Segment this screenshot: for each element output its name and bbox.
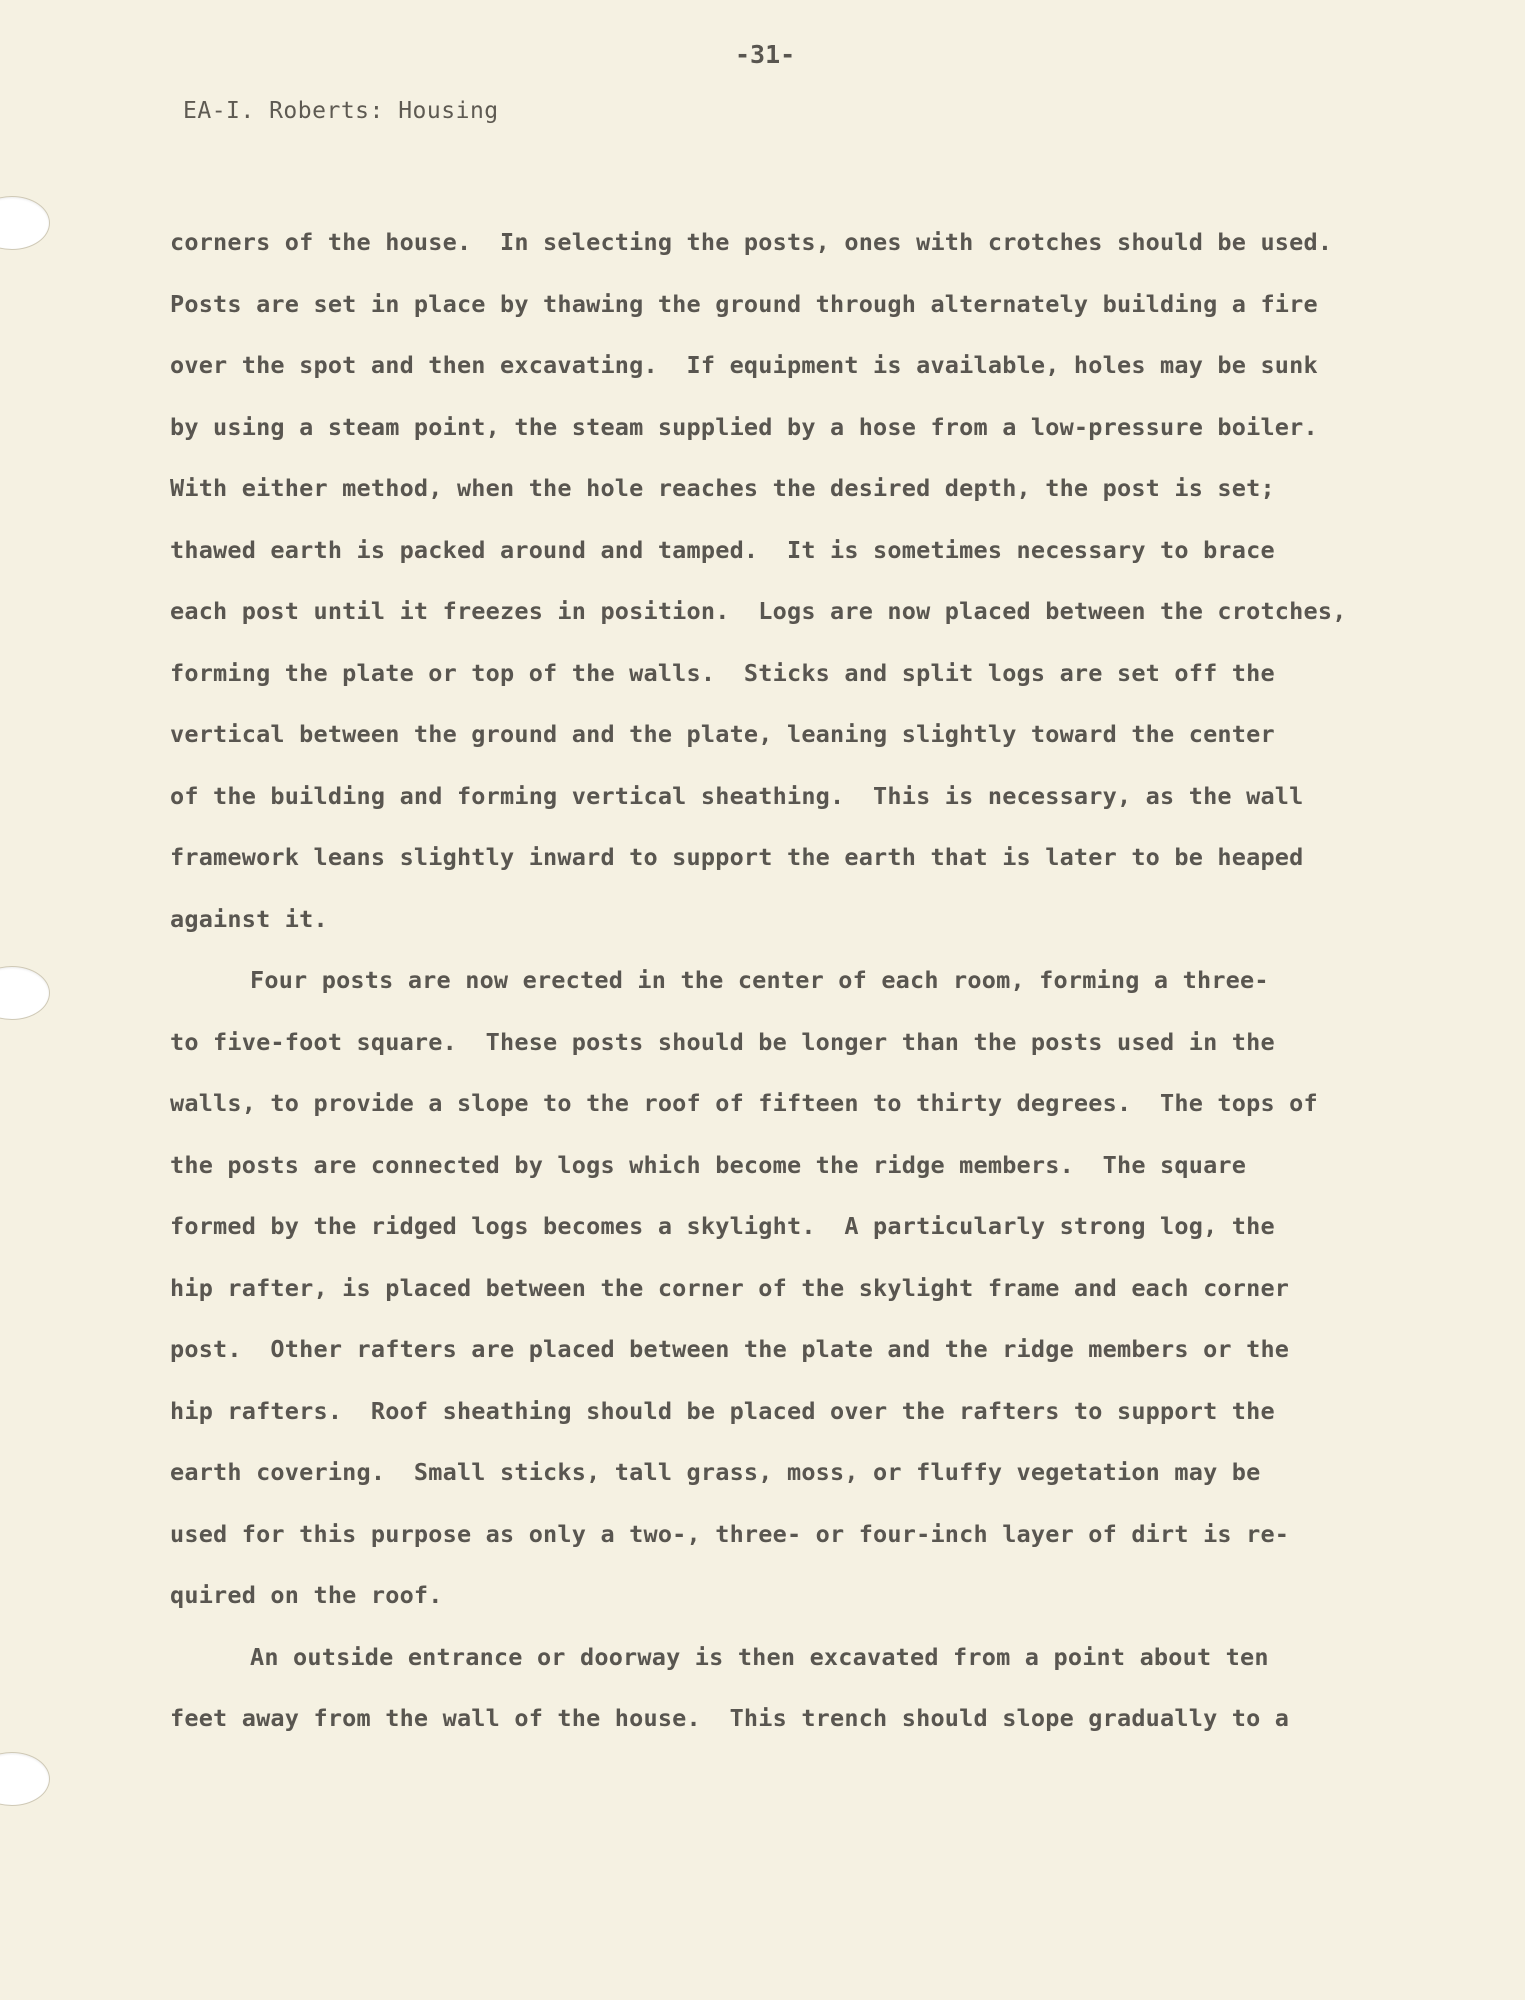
text-line: Posts are set in place by thawing the ground through alternately building a fire	[170, 289, 1318, 318]
text-line: the posts are connected by logs which become the ridge members. The square	[170, 1150, 1247, 1179]
punch-hole-bottom	[0, 1752, 50, 1806]
text-line: hip rafter, is placed between the corner of the skylight frame and each corner	[170, 1273, 1290, 1302]
punch-hole-middle	[0, 966, 50, 1020]
text-line: over the spot and then excavating. If equipment is available, holes may be sunk	[170, 351, 1318, 379]
text-line: forming the plate or top of the walls. Sticks and split logs are set off the	[170, 658, 1275, 687]
text-line: With either method, when the hole reaches the desired depth, the post is set;	[170, 474, 1275, 502]
text-line: hip rafters. Roof sheathing should be placed over the rafters to support the	[170, 1396, 1275, 1425]
text-line: thawed earth is packed around and tamped. It is sometimes necessary to brace	[170, 535, 1275, 564]
text-line: earth covering. Small sticks, tall grass, moss, or fluffy vegetation may be	[170, 1458, 1261, 1486]
paragraph-start-line: An outside entrance or doorway is then excavated from a point about ten	[250, 1642, 1269, 1671]
text-line: of the building and forming vertical sheathing. This is necessary, as the wall	[170, 781, 1304, 810]
body-text	[170, 212, 1435, 1750]
text-line: each post until it freezes in position. Logs are now placed between the crotches,	[170, 597, 1347, 625]
text-line: post. Other rafters are placed between the plate and the ridge members or the	[170, 1335, 1290, 1363]
text-line: formed by the ridged logs becomes a skylight. A particularly strong log, the	[170, 1212, 1275, 1240]
text-line: feet away from the wall of the house. This trench should slope gradually to a	[170, 1704, 1290, 1732]
paragraph-start-line: Four posts are now erected in the center of each room, forming a three-	[250, 966, 1269, 994]
text-line: by using a steam point, the steam supplied by a hose from a low-pressure boiler.	[170, 412, 1318, 441]
text-line: quired on the roof.	[170, 1581, 443, 1609]
text-line: to five-foot square. These posts should be longer than the posts used in the	[170, 1027, 1275, 1056]
text-line: corners of the house. In selecting the posts, ones with crotches should be used.	[170, 228, 1333, 256]
text-line: used for this purpose as only a two-, three- or four-inch layer of dirt is re-	[170, 1519, 1290, 1548]
punch-hole-top	[0, 196, 50, 250]
text-line: vertical between the ground and the plate, leaning slightly toward the center	[170, 720, 1275, 748]
text-line: walls, to provide a slope to the roof of fifteen to thirty degrees. The tops of	[170, 1089, 1318, 1117]
text-line: framework leans slightly inward to support the earth that is later to be heaped	[170, 843, 1304, 871]
text-line: against it.	[170, 904, 328, 933]
running-header: EA-I. Roberts: Housing	[183, 98, 499, 124]
page-number: -31-	[735, 40, 796, 69]
